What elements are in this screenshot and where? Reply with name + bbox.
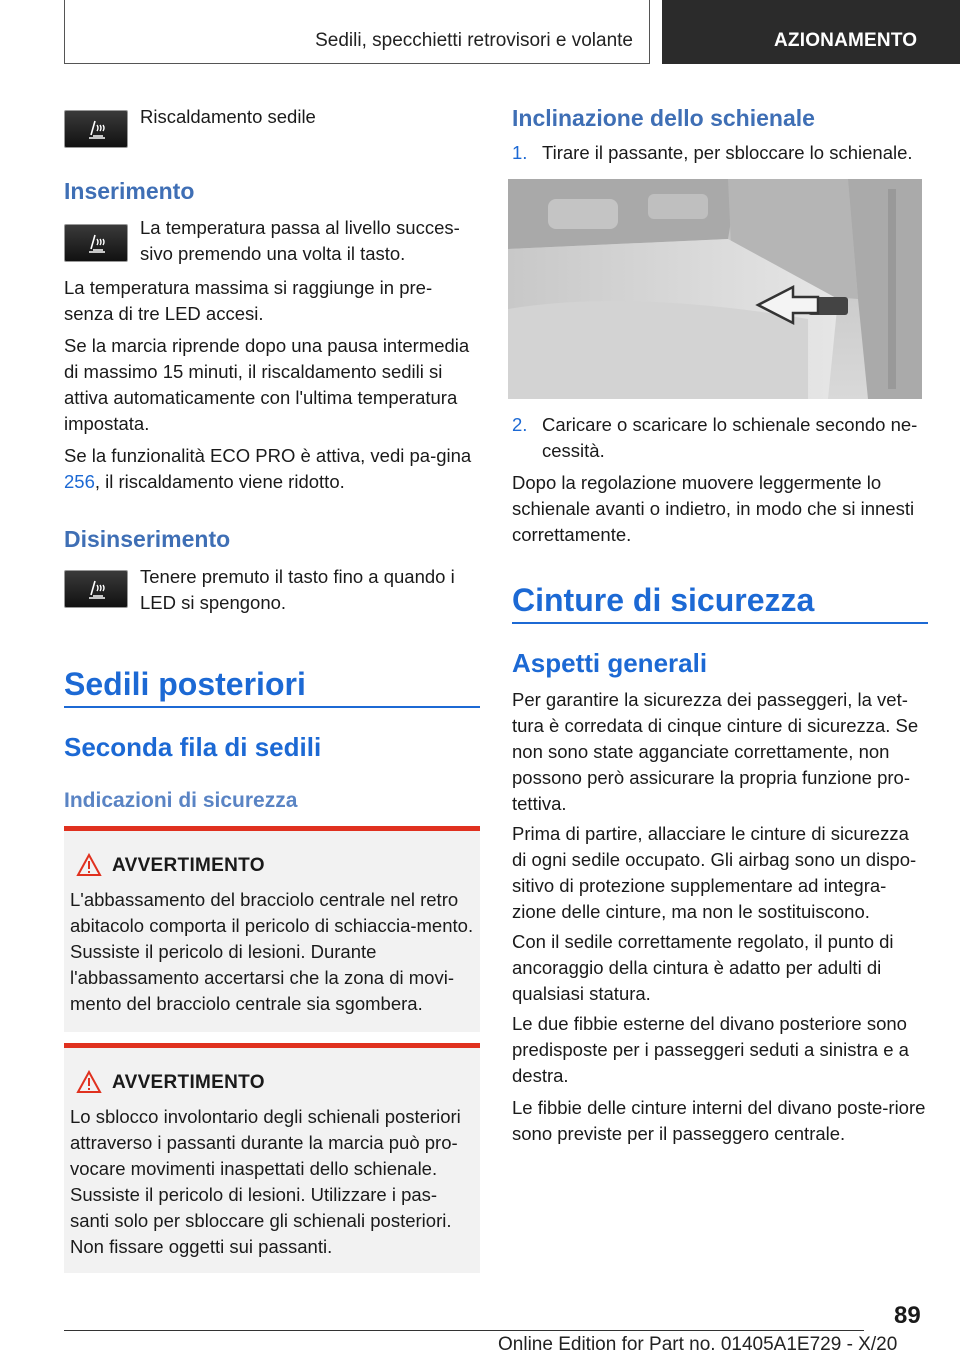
warning-title: AVVERTIMENTO [112, 1072, 265, 1093]
header-chapter-box [64, 0, 650, 64]
belts-paragraph-3: Con il sedile correttamente regolato, il punto di ancoraggio della cintura è adatto per adulti di qualsiasi statura. [512, 931, 894, 1004]
footer-rule [64, 1330, 864, 1331]
subtitle-second-row: Seconda fila di sedili [64, 732, 322, 762]
belts-paragraph-5: Le fibbie delle cinture interni del divano poste-riore sono previste per il passeggero centrale. [512, 1097, 926, 1144]
switch-on-icon-text: La temperatura passa al livello succes-sivo premendo una volta il tasto. [140, 217, 460, 264]
warning-box-armrest [64, 826, 480, 1032]
step-1-text: Tirare il passante, per sbloccare lo schienale. [542, 142, 913, 163]
switch-on-paragraph-2: Se la marcia riprende dopo una pausa intermedia di massimo 15 minuti, il riscaldamento sedili si attiva automaticamente con l'ultima temperatura impostata. [64, 335, 470, 434]
section-title-rear-seats: Sedili posteriori [64, 666, 306, 702]
warning-box-backrest [64, 1043, 480, 1273]
heading-safety-notes: Indicazioni di sicurezza [64, 789, 298, 812]
warning-body: Lo sblocco involontario degli schienali posteriori attraverso i passanti durante la marcia può pro-vocare movimenti inaspettati dello schienale. Sussiste il pericolo di lesioni. Utilizzare i pas-santi solo per sbloccare gli schienali posteriori. Non fissare oggetti sui passanti. [70, 1106, 461, 1257]
seat-heating-caption: Riscaldamento sedile [140, 106, 316, 127]
switch-on-p3-after: , il riscaldamento viene ridotto. [94, 471, 345, 492]
backrest-paragraph: Dopo la regolazione muovere leggermente lo schienale avanti o indietro, in modo che si innesti correttamente. [512, 472, 915, 545]
header-section-title: AZIONAMENTO [774, 30, 918, 51]
step-2-text: Caricare o scaricare lo schienale secondo ne-cessità. [542, 414, 918, 461]
header-chapter-title: Sedili, specchietti retrovisori e volante [315, 30, 633, 51]
footer-edition: Online Edition for Part no. 01405A1E729 - X/20 [498, 1334, 898, 1355]
seat-heating-button-icon [64, 110, 128, 148]
belts-paragraph-1: Per garantire la sicurezza dei passeggeri, la vet-tura è corredata di cinque cinture di sicurezza. Se non sono state agganciate correttamente, non possono però assicurare la propria funzione pro-tettiva. [512, 689, 919, 814]
heading-backrest-incline: Inclinazione dello schienale [512, 105, 815, 131]
warning-triangle-icon [76, 1070, 102, 1094]
rear-seat-illustration [508, 179, 922, 399]
belts-paragraph-4: Le due fibbie esterne del divano posteriore sono predisposte per i passeggeri seduti a sinistra e a destra. [512, 1013, 909, 1086]
section-rule [64, 706, 480, 708]
page-link-256[interactable]: 256 [64, 471, 95, 492]
heading-switch-off: Disinserimento [64, 526, 231, 552]
heading-switch-on: Inserimento [64, 178, 195, 204]
page-number: 89 [894, 1302, 921, 1329]
seat-heat-icon [85, 577, 109, 601]
section-title-seat-belts: Cinture di sicurezza [512, 582, 815, 618]
subtitle-general: Aspetti generali [512, 648, 708, 678]
switch-on-p3-before: Se la funzionalità ECO PRO è attiva, vedi pa-gina [64, 445, 472, 466]
warning-body: L'abbassamento del bracciolo centrale nel retro abitacolo comporta il pericolo di schiaccia-mento. Sussiste il pericolo di lesioni. Durante l'abbassamento accertarsi che la zona di movi-mento del bracciolo centrale sia sgombera. [70, 889, 474, 1014]
switch-on-paragraph-3 [64, 443, 480, 495]
warning-triangle-icon [76, 853, 102, 877]
seat-heat-icon [85, 117, 109, 141]
switch-on-paragraph-1: La temperatura massima si raggiunge in pre-senza di tre LED accesi. [64, 277, 433, 324]
step-1-number: 1. [512, 142, 528, 163]
section-rule [512, 622, 928, 624]
rear-seat-photo [508, 179, 922, 399]
seat-heat-icon [85, 231, 109, 255]
step-2-number: 2. [512, 414, 528, 435]
warning-title: AVVERTIMENTO [112, 855, 265, 876]
switch-off-icon-text: Tenere premuto il tasto fino a quando i LED si spengono. [140, 566, 455, 613]
header-section-tab [662, 0, 960, 64]
seat-heating-button-icon-off [64, 570, 128, 608]
seat-heating-button-icon-on [64, 224, 128, 262]
belts-paragraph-2: Prima di partire, allacciare le cinture di sicurezza di ogni sedile occupato. Gli airbag sono un dispo-sitivo di protezione supplementare ad integra-zione delle cinture, ma non le sostituiscono. [512, 823, 917, 922]
